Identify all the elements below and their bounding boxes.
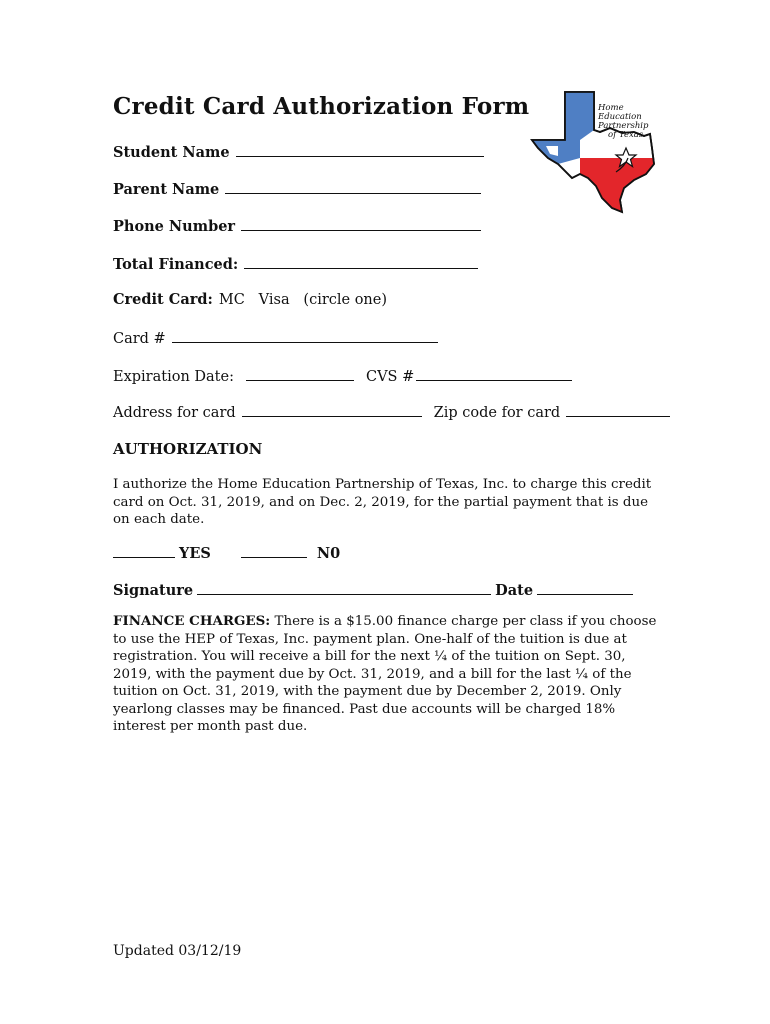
- authorization-paragraph: I authorize the Home Education Partnership of Texas, Inc. to charge this credit card on Oct. 31, 2019, and on Dec. 2, 2019, for the partial payment that is due on each date.: [113, 477, 652, 527]
- logo-line2: Education: [598, 112, 642, 122]
- authorization-heading: AUTHORIZATION: [113, 440, 263, 458]
- parent-name-label: Parent Name: [113, 181, 220, 198]
- logo-line3: Partnership: [598, 121, 649, 131]
- credit-card-options[interactable]: MC Visa (circle one): [218, 292, 388, 308]
- texas-state-icon: [532, 92, 654, 212]
- address-field[interactable]: [242, 402, 422, 417]
- logo-line4: of Texas: [608, 130, 644, 140]
- yes-label: YES: [179, 545, 211, 562]
- authorization-text: [113, 476, 658, 529]
- no-label: N0: [316, 545, 341, 562]
- yes-no-row: [113, 545, 340, 562]
- signature-field[interactable]: [197, 580, 491, 595]
- address-zip-row: [113, 402, 670, 421]
- cvs-label: CVS #: [365, 369, 415, 385]
- phone-number-label: Phone Number: [113, 218, 236, 235]
- zip-field[interactable]: [566, 402, 670, 417]
- phone-number-row: [113, 216, 481, 235]
- card-number-label: Card #: [113, 331, 166, 347]
- date-field[interactable]: [537, 580, 633, 595]
- address-label: Address for card: [113, 405, 236, 421]
- finance-paragraph: [113, 613, 658, 736]
- total-financed-label: Total Financed:: [113, 256, 239, 273]
- expiration-date-label: Expiration Date:: [113, 369, 234, 385]
- parent-name-row: [113, 179, 481, 198]
- card-number-field[interactable]: [172, 328, 438, 343]
- logo-line1: Home: [598, 103, 624, 113]
- student-name-field[interactable]: [236, 142, 484, 157]
- total-financed-row: [113, 254, 478, 273]
- hep-texas-logo: [528, 88, 660, 220]
- cvs-field[interactable]: [416, 366, 572, 381]
- yes-field[interactable]: [113, 545, 175, 558]
- updated-footer: Updated 03/12/19: [113, 943, 242, 959]
- expiration-date-field[interactable]: [246, 366, 354, 381]
- date-label: Date: [495, 582, 534, 599]
- card-number-row: [113, 328, 438, 347]
- total-financed-field[interactable]: [244, 254, 478, 269]
- phone-number-field[interactable]: [241, 216, 481, 231]
- signature-label: Signature: [113, 582, 194, 599]
- credit-card-label: Credit Card:: [113, 291, 213, 308]
- expiration-cvs-row: [113, 366, 572, 385]
- finance-charges-section: [113, 613, 658, 736]
- zip-label: Zip code for card: [433, 405, 561, 421]
- form-title: Credit Card Authorization Form: [113, 93, 530, 120]
- credit-card-row: [113, 291, 387, 308]
- finance-charges-text: There is a $15.00 finance charge per class if you choose to use the HEP of Texas, Inc. payment plan. One-half of the tuition is due at registration. You will receive a bill for the next ¼ of the tuition on Sept. 30, 2019, with the payment due by Oct. 31, 2019, and a bill for the last ¼ of the tuition on Oct. 31, 2019, with the payment due by December 2, 2019. Only yearlong classes may be financed. Past due accounts will be charged 18% interest per month past due.: [113, 614, 657, 734]
- student-name-row: [113, 142, 484, 161]
- signature-date-row: [113, 580, 633, 599]
- finance-charges-label: FINANCE CHARGES:: [113, 613, 271, 629]
- parent-name-field[interactable]: [225, 179, 481, 194]
- no-field[interactable]: [241, 545, 307, 558]
- student-name-label: Student Name: [113, 144, 230, 161]
